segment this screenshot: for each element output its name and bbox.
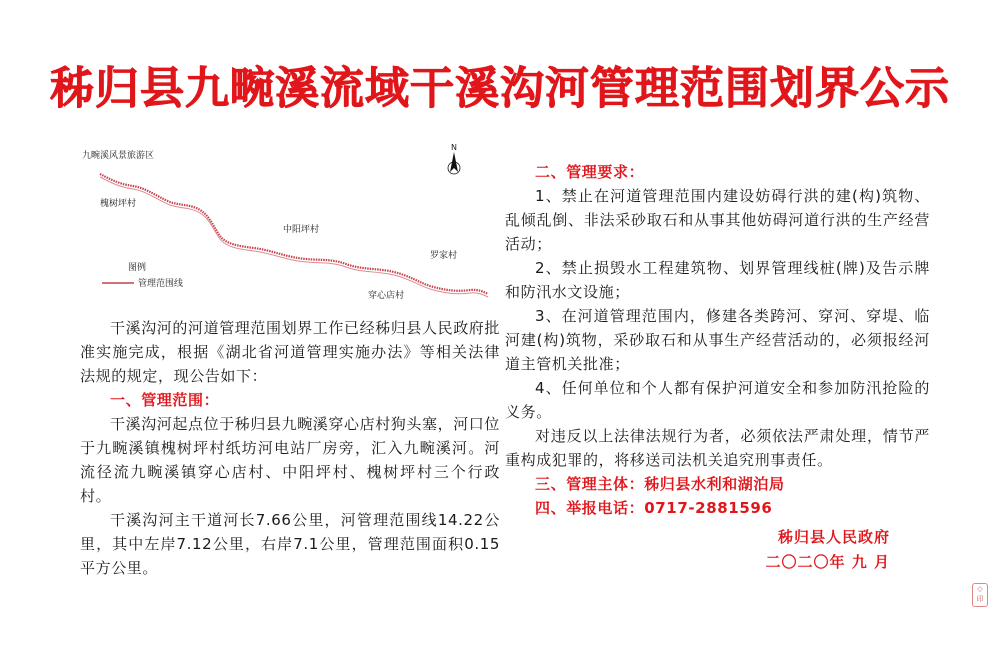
map-label-area: 九畹溪风景旅游区 bbox=[82, 151, 155, 161]
section4-line bbox=[505, 496, 930, 520]
requirement-item: 4、任何单位和个人都有保护河道安全和参加防汛抢险的义务。 bbox=[505, 379, 930, 421]
penalty-paragraph: 对违反以上法律法规行为者，必须依法严肃处理，情节严重构成犯罪的，将移送司法机关追究刑事责任。 bbox=[505, 427, 930, 469]
compass-icon bbox=[448, 143, 460, 174]
legend-item: 管理范围线 bbox=[138, 279, 184, 289]
map-label-village1: 槐树坪村 bbox=[100, 199, 137, 209]
signature-block bbox=[740, 525, 890, 575]
page-title: 秭归县九畹溪流域干溪沟河管理范围划界公示 bbox=[50, 63, 950, 114]
section4-label: 四、举报电话： bbox=[535, 499, 645, 517]
compass-label: N bbox=[451, 143, 457, 152]
section3-label: 三、管理主体： bbox=[535, 475, 645, 493]
signature-date: 二〇二〇年 九 月 bbox=[765, 553, 890, 571]
map-label-village3: 罗家村 bbox=[430, 251, 458, 261]
left-column bbox=[80, 316, 500, 580]
requirement-item: 3、在河道管理范围内，修建各类跨河、穿河、穿堤、临河建(构)筑物，采砂取石和从事生产经营活动的，必须报经河道主管机关批准； bbox=[505, 307, 930, 373]
map-label-village2: 中阳坪村 bbox=[283, 225, 320, 235]
seal-stamp-icon: ◇ 印 bbox=[972, 583, 988, 607]
map-label-village4: 穿心店村 bbox=[368, 291, 405, 301]
section4-value: 0717-2881596 bbox=[644, 499, 773, 517]
legend-title: 图例 bbox=[128, 263, 147, 273]
requirement-item: 1、禁止在河道管理范围内建设妨碍行洪的建(构)筑物、乱倾乱倒、非法采砂取石和从事其他妨碍河道行洪的生产经营活动； bbox=[505, 187, 930, 253]
requirement-item: 2、禁止损毁水工程建筑物、划界管理线桩(牌)及告示牌和防汛水文设施； bbox=[505, 259, 930, 301]
section3-value: 秭归县水利和湖泊局 bbox=[644, 475, 785, 493]
intro-paragraph: 干溪沟河的河道管理范围划界工作已经秭归县人民政府批准实施完成，根据《湖北省河道管理实施办法》等相关法律法规的规定，现公告如下： bbox=[80, 319, 501, 385]
river-map bbox=[78, 140, 498, 310]
right-column bbox=[505, 160, 930, 520]
section1-paragraph1: 干溪沟河起点位于秭归县九畹溪穿心店村狗头塞，河口位于九畹溪镇槐树坪村纸坊河电站厂房旁，汇入九畹溪河。河流径流九畹溪镇穿心店村、中阳坪村、槐树坪村三个行政村。 bbox=[80, 415, 501, 505]
signature-org: 秭归县人民政府 bbox=[777, 528, 890, 546]
section1-paragraph2: 干溪沟河主干道河长7.66公里，河管理范围线14.22公里，其中左岸7.12公里，右岸7.1公里，管理范围面积0.15平方公里。 bbox=[80, 511, 500, 577]
section1-heading: 一、管理范围： bbox=[110, 391, 220, 409]
section2-heading: 二、管理要求： bbox=[535, 163, 645, 181]
section3-line bbox=[505, 472, 930, 496]
